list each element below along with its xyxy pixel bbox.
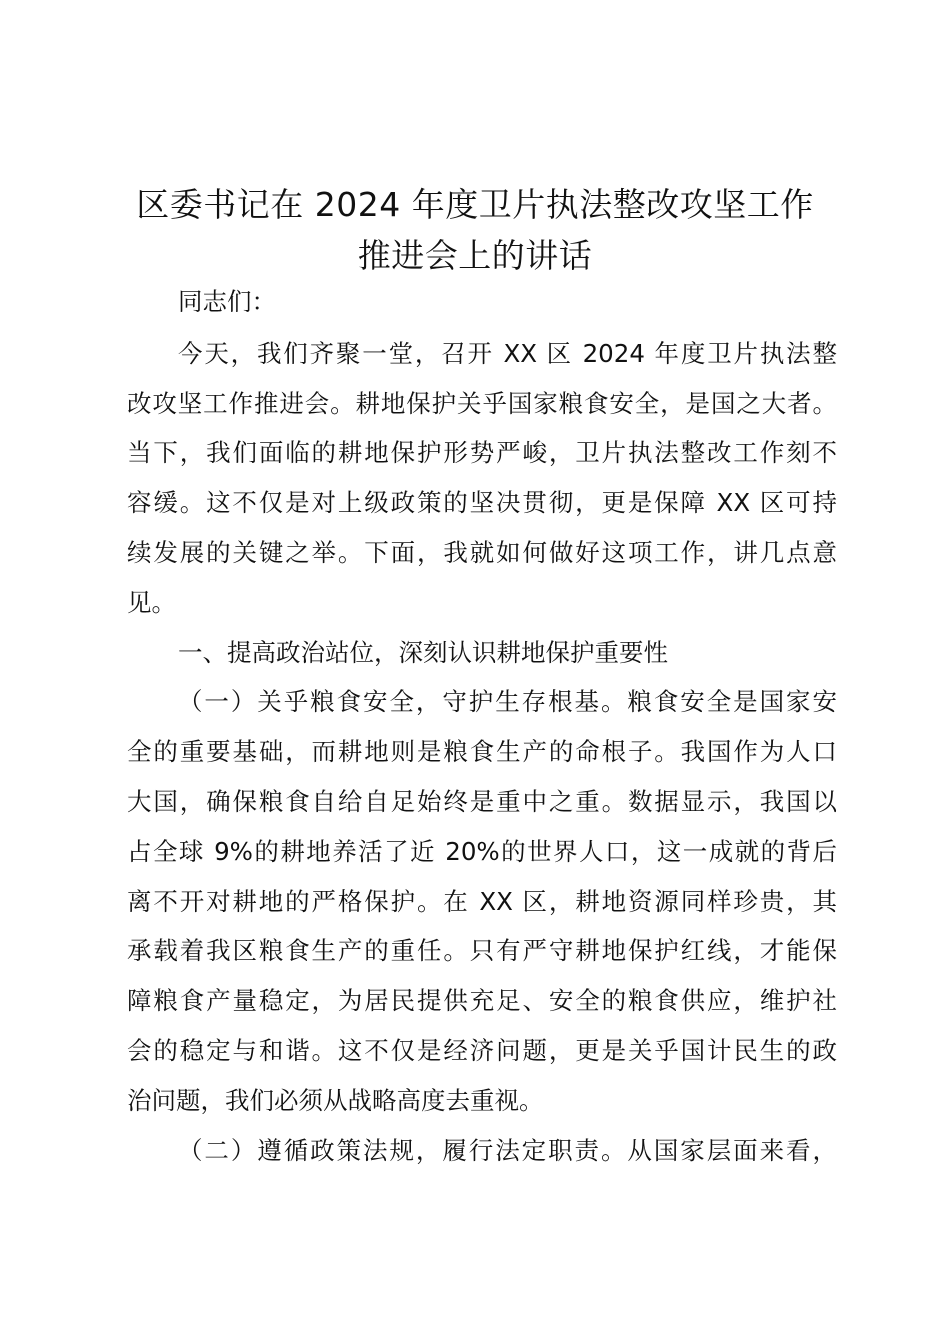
paragraph-line: 会的稳定与和谐。这不仅是经济问题，更是关乎国计民生的政 [127, 1036, 837, 1065]
paragraph-line: 承载着我区粮食生产的重任。只有严守耕地保护红线，才能保 [127, 936, 837, 965]
paragraph-line: 离不开对耕地的严格保护。在 XX 区，耕地资源同样珍贵，其 [127, 887, 837, 916]
salutation: 同志们： [178, 287, 276, 316]
paragraph-line: 障粮食产量稳定，为居民提供充足、安全的粮食供应，维护社 [127, 986, 837, 1015]
paragraph-line: 容缓。这不仅是对上级政策的坚决贯彻，更是保障 XX 区可持 [127, 488, 837, 517]
section-heading: 一、提高政治站位，深刻认识耕地保护重要性 [178, 638, 668, 667]
paragraph-line: 全的重要基础，而耕地则是粮食生产的命根子。我国作为人口 [127, 737, 837, 766]
paragraph-line: （一）关乎粮食安全，守护生存根基。粮食安全是国家安 [178, 687, 837, 716]
document-title-line-2: 推进会上的讲话 [357, 236, 593, 275]
paragraph-line: （二）遵循政策法规，履行法定职责。从国家层面来看， [178, 1136, 837, 1165]
paragraph-line: 大国，确保粮食自给自足始终是重中之重。数据显示，我国以 [127, 787, 837, 816]
document-title-line-1: 区委书记在 2024 年度卫片执法整改攻坚工作 [136, 185, 814, 224]
paragraph-line: 改攻坚工作推进会。耕地保护关乎国家粮食安全，是国之大者。 [127, 389, 837, 418]
paragraph-line: 续发展的关键之举。下面，我就如何做好这项工作，讲几点意 [127, 538, 837, 567]
paragraph-line: 今天，我们齐聚一堂，召开 XX 区 2024 年度卫片执法整 [178, 339, 837, 368]
paragraph-line: 治问题，我们必须从战略高度去重视。 [127, 1086, 544, 1115]
paragraph-line: 当下，我们面临的耕地保护形势严峻，卫片执法整改工作刻不 [127, 438, 837, 467]
paragraph-line: 见。 [127, 588, 176, 617]
paragraph-line: 占全球 9%的耕地养活了近 20%的世界人口，这一成就的背后 [127, 837, 837, 866]
